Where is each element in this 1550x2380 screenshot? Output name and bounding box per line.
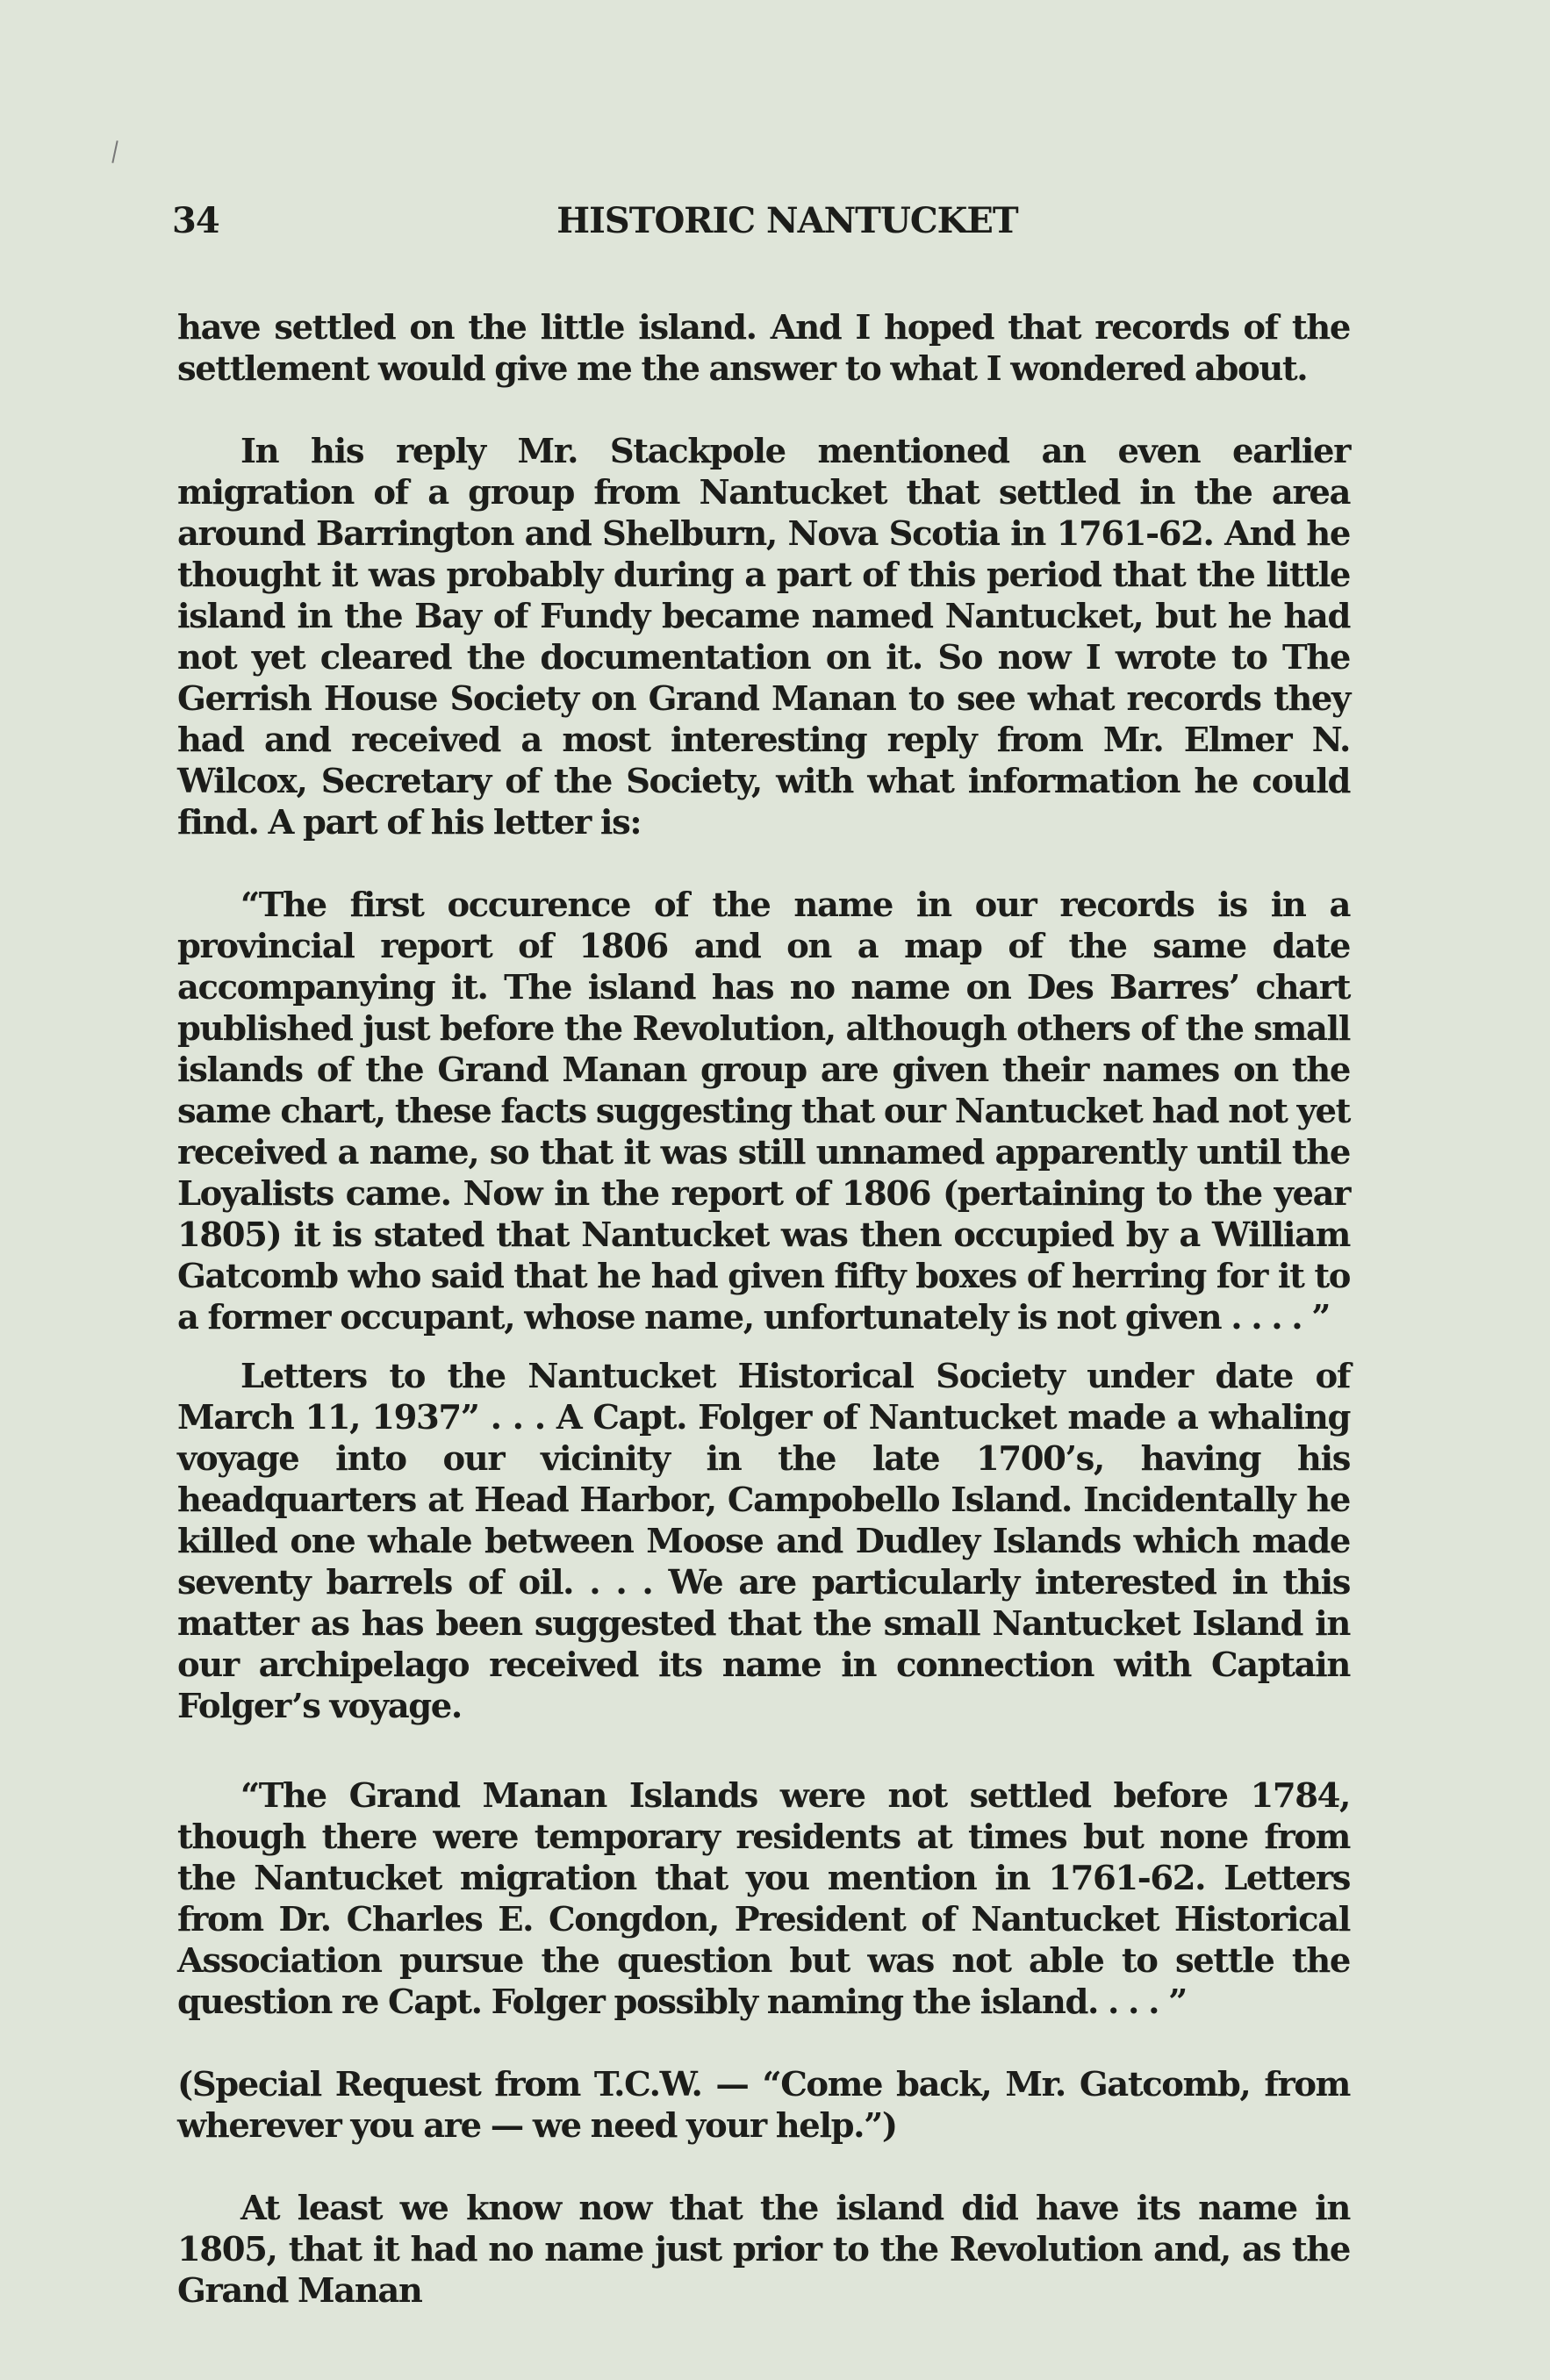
paragraph-wilcox-letter-quote: “The first occurence of the name in our records is in a provincial report of 1806 and on a map of the same date accompanying it. The island has no name on Des Barres’ chart published just before the Revolution, although others of the small islands of the Grand Manan group are given their names on the same chart, these facts suggesting that our Nantucket had not yet received a name, so that it was still unnamed apparently until the Loyalists came. Now in the report of 1806 (pertaining to the year 1805) it is stated that Nantucket was then occupied by a William Gatcomb who said that he had given fifty boxes of herring for it to a former occupant, whose name, unfortunately is not given . . . . ” — [177, 885, 1350, 1337]
paragraph-special-request: (Special Request from T.C.W. — “Come back, Mr. Gatcomb, from wherever you are — we need your help.”) — [177, 2065, 1350, 2146]
body-text — [177, 307, 1350, 2312]
paragraph-grand-manan-settlement: “The Grand Manan Islands were not settled before 1784, though there were temporary residents at times but none from the Nantucket migration that you mention in 1761-62. Letters from Dr. Charles E. Congdon, President of Nantucket Historical Association pursue the question but was not able to settle the question re Capt. Folger possibly naming the island. . . . ” — [177, 1776, 1350, 2022]
paragraph-historical-society-letters: Letters to the Nantucket Historical Society under date of March 11, 1937” . . . A Capt. Folger of Nantucket made a whaling voyage into our vicinity in the late 1700’s, having his headquarters at Head Harbor, Campobello Island. Incidentally he killed one whale between Moose and Dudley Islands which made seventy barrels of oil. . . . We are particularly interested in this matter as has been suggested that the small Nantucket Island in our archipelago received its name in connection with Captain Folger’s voyage. — [177, 1357, 1350, 1726]
page-header — [172, 200, 1350, 253]
paragraph-continuation: have settled on the little island. And I hoped that records of the settlement would give me the answer to what I wondered about. — [177, 308, 1350, 389]
pencil-mark — [111, 140, 118, 163]
paragraph-stackpole-reply: In his reply Mr. Stackpole mentioned an even earlier migration of a group from Nantucket that settled in the area around Barrington and Shelburn, Nova Scotia in 1761-62. And he thought it was probably during a part of this period that the little island in the Bay of Fundy became named Nantucket, but he had not yet cleared the documentation on it. So now I wrote to The Gerrish House Society on Grand Manan to see what records they had and received a most interesting reply from Mr. Elmer N. Wilcox, Secretary of the Society, with what information he could find. A part of his letter is: — [177, 432, 1350, 842]
page-number: 34 — [172, 200, 219, 241]
running-title: HISTORIC NANTUCKET — [556, 200, 1018, 241]
paragraph-conclusion: At least we know now that the island did have its name in 1805, that it had no name just prior to the Revolution and, as the Grand Manan — [177, 2189, 1350, 2311]
